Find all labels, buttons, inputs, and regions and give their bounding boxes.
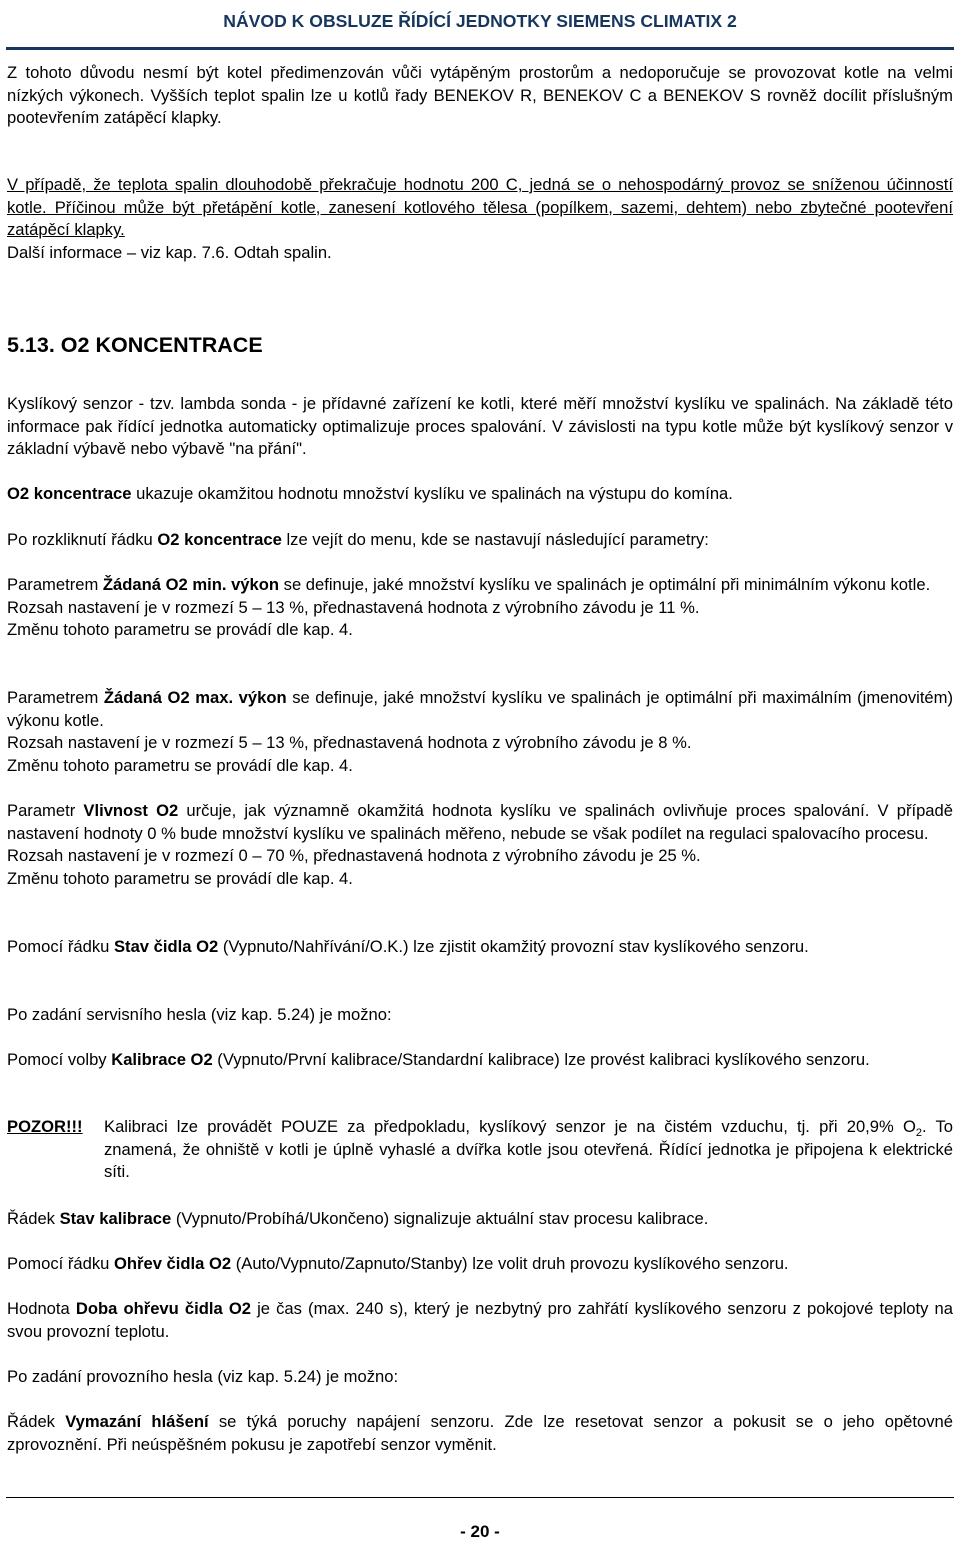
warning-label: POZOR!!! [7,1117,83,1136]
flue-warning-underlined: V případě, že teplota spalin dlouhodobě překračuje hodnotu 200 C, jedná se o nehospodárný provoz se sníženou účinností kotle. Příčinou může být přetápění kotle, zanesení kotlového tělesa (popílkem, sazemi, dehtem) nebo zbytečné pootevření zatápěcí klapky. [7,175,953,240]
paragraph-text: Kalibraci lze provádět POUZE za předpokladu, kyslíkový senzor je na čistém vzduchu, tj. při 20,9% O [104,1117,916,1136]
subscript: 2 [915,1127,922,1139]
paragraph-text: Hodnota [7,1299,76,1318]
paragraph-text: Pomocí řádku [7,937,114,956]
paragraph-lambda-sensor: Kyslíkový senzor - tzv. lambda sonda - je přídavné zařízení ke kotli, které měří množství kyslíku ve spalinách. Na základě této informace pak řídící jednotka automaticky optimalizuje proces spalování. V závislosti na typu kotle může být kyslíkový senzor v základní výbavě nebo výbavě "na přání". [7,394,953,459]
paragraph-service-password: Po zadání servisního hesla (viz kap. 5.24) je možno: [7,1005,392,1024]
page-header-title: NÁVOD K OBSLUZE ŘÍDÍCÍ JEDNOTKY SIEMENS CLIMATIX 2 [223,11,737,31]
range-text: Rozsah nastavení je v rozmezí 5 – 13 %, přednastavená hodnota z výrobního závodu je 11 %. [7,597,700,617]
warning-text [104,1116,953,1184]
paragraph-text: Parametrem [7,688,104,707]
paragraph-o2-concentration [7,483,953,506]
term-o2-concentration: O2 koncentrace [7,484,132,503]
paragraph-clear-messages [7,1411,953,1456]
paragraph-operating-password: Po zadání provozního hesla (viz kap. 5.24) je možno: [7,1367,399,1386]
term-heating-time: Doba ohřevu čidla O2 [75,1299,251,1318]
term-calibration-state: Stav kalibrace [59,1209,172,1228]
paragraph-text: (Vypnuto/Nahřívání/O.K.) lze zjistit okamžitý provozní stav kyslíkového senzoru. [218,937,809,956]
paragraph-text: Po rozkliknutí řádku [7,530,158,549]
term-o2-min: Žádaná O2 min. výkon [102,575,280,594]
reference-text: Změnu tohoto parametru se provádí dle kap. 4. [7,868,353,888]
section-heading: 5.13. O2 KONCENTRACE [7,333,263,357]
term-o2-influence: Vlivnost O2 [83,801,179,820]
paragraph-o2-influence [7,800,953,890]
paragraph-text: Parametr [7,801,84,820]
paragraph-text: je čas (max. 240 s), který je nezbytný pro zahřátí kyslíkového senzoru z pokojové teploty na svou provozní teplotu. [7,1299,953,1341]
term-calibration: Kalibrace O2 [111,1050,213,1069]
term-clear-messages: Vymazání hlášení [65,1412,209,1431]
paragraph-text: se definuje, jaké množství kyslíku ve spalinách je optimální při minimálním výkonu kotle. [279,575,931,594]
paragraph-o2-max [7,687,953,777]
paragraph-text: Parametrem [7,575,103,594]
paragraph-text: (Vypnuto/První kalibrace/Standardní kalibrace) lze provést kalibraci kyslíkového senzoru. [212,1050,870,1069]
paragraph-flue-warning [7,174,953,264]
paragraph-text: lze vejít do menu, kde se nastavují následující parametry: [281,530,709,549]
flue-warning-reference: Další informace – viz kap. 7.6. Odtah spalin. [7,242,332,262]
range-text: Rozsah nastavení je v rozmezí 5 – 13 %, přednastavená hodnota z výrobního závodu je 8 %. [7,733,692,753]
paragraph-text: Řádek [7,1412,66,1431]
term-sensor-state: Stav čidla O2 [113,937,219,956]
paragraph-text: Pomocí volby [7,1050,112,1069]
paragraph-text: Pomocí řádku [7,1254,114,1273]
paragraph-text: (Vypnuto/Probíhá/Ukončeno) signalizuje aktuální stav procesu kalibrace. [171,1209,709,1228]
paragraph-text: Řádek [7,1209,60,1228]
footer-rule [6,1497,954,1498]
paragraph-text: . To znamená, že ohniště v kotli je úplně vyhaslé a dvířka kotle jsou otevřená. Řídící jednotka je připojena k elektrické síti. [104,1117,953,1182]
reference-text: Změnu tohoto parametru se provádí dle kap. 4. [7,755,353,775]
term-o2-max: Žádaná O2 max. výkon [103,688,287,707]
paragraph-text: se definuje, jaké množství kyslíku ve spalinách je optimální při maximálním (jmenovitém) výkonu kotle. [7,688,954,730]
paragraph-calibration [7,1049,953,1072]
reference-text: Změnu tohoto parametru se provádí dle kap. 4. [7,620,353,640]
paragraph-heating-time [7,1298,953,1343]
paragraph-text: se týká poruchy napájení senzoru. Zde lze resetovat senzor a pokusit se o jeho opětovné zprovoznění. Při neúspěšném pokusu je zapotřebí senzor vyměnit. [7,1412,953,1454]
paragraph-text: (Auto/Vypnuto/Zapnuto/Stanby) lze volit druh provozu kyslíkového senzoru. [231,1254,789,1273]
paragraph-o2-min [7,574,953,642]
paragraph-calibration-state [7,1208,953,1231]
paragraph-menu-intro [7,529,953,552]
header-rule [6,47,954,50]
page-number: - 20 - [460,1522,500,1541]
range-text: Rozsah nastavení je v rozmezí 0 – 70 %, přednastavená hodnota z výrobního závodu je 25 %. [7,846,701,866]
term-o2-concentration: O2 koncentrace [157,530,282,549]
paragraph-flue-temperature: Z tohoto důvodu nesmí být kotel předimenzován vůči vytápěným prostorům a nedoporučuje se provozovat kotle na velmi nízkých výkonech. Vyšších teplot spalin lze u kotlů řady BENEKOV R, BENEKOV C a BENEKOV S rovněž docílit příslušným pootevřením zatápěcí klapky. [7,63,953,128]
paragraph-sensor-state [7,936,953,959]
paragraph-text: ukazuje okamžitou hodnotu množství kyslíku ve spalinách na výstupu do komína. [131,484,733,503]
paragraph-sensor-heating [7,1253,953,1276]
term-sensor-heating: Ohřev čidla O2 [113,1254,232,1273]
paragraph-text: určuje, jak významně okamžitá hodnota kyslíku ve spalinách ovlivňuje proces spalování. V případě nastavení hodnoty 0 % bude množství kyslíku ve spalinách měřeno, nebude se však podílet na regulaci spalovacího procesu. [7,801,953,843]
